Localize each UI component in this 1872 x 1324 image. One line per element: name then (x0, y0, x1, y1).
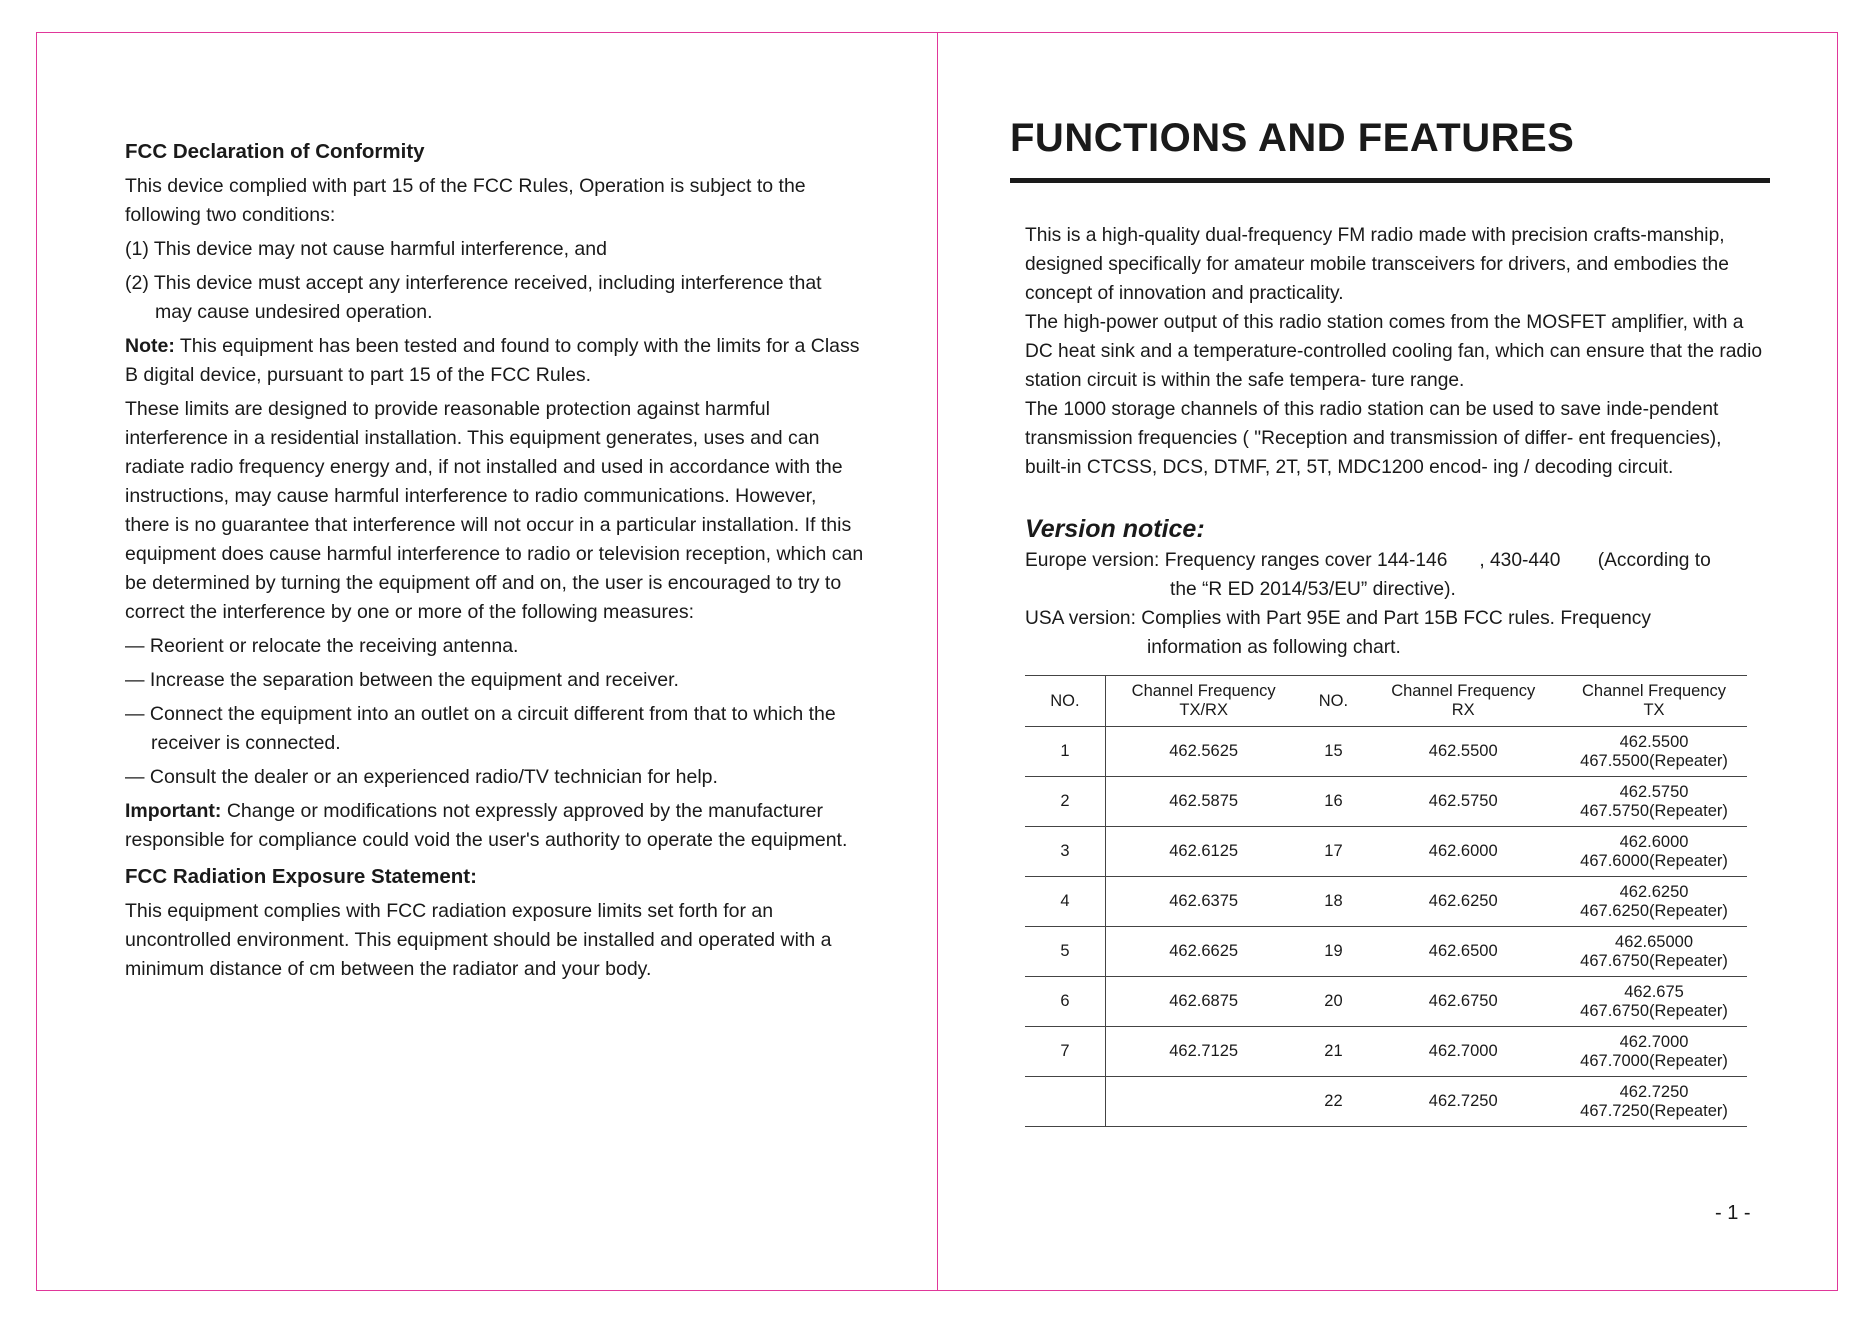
cell-channel-rx: 462.7000 (1365, 1027, 1561, 1077)
table-header-row (1025, 676, 1747, 727)
version-notice-title: Version notice: (1025, 515, 1205, 543)
table-row (1025, 877, 1747, 927)
cell-no-1: 7 (1025, 1027, 1105, 1077)
cell-no-2: 22 (1302, 1077, 1366, 1127)
cell-channel-tx: 462.65000 467.6750(Repeater) (1561, 927, 1747, 977)
left-page (125, 138, 865, 989)
cell-channel-txrx: 462.5625 (1105, 727, 1301, 777)
cell-channel-txrx: 462.6875 (1105, 977, 1301, 1027)
cell-channel-rx: 462.7250 (1365, 1077, 1561, 1127)
table-body (1025, 727, 1747, 1127)
cell-channel-rx: 462.6250 (1365, 877, 1561, 927)
cell-no-2: 19 (1302, 927, 1366, 977)
cell-no-1: 3 (1025, 827, 1105, 877)
cell-channel-tx: 462.5500 467.5500(Repeater) (1561, 727, 1747, 777)
intro-paragraph-3: The 1000 storage channels of this radio station can be used to save inde-pendent transmission frequencies ( "Reception and transmission of differ- ent frequencies), built-in CTCSS, DCS, DTMF, 2T, 5T, MDC1200 encod- ing / decoding circuit. (1025, 399, 1722, 478)
limits-paragraph: These limits are designed to provide reasonable protection against harmful interference in a residential installation. This equipment generates, uses and can radiate radio frequency energy and, if not installed and used in accordance with the instructions, may cause harmful interference to radio communications. However, there is no guarantee that interference will not occur in a particular installation. If this equipment does cause harmful interference to radio or television reception, which can be determined by turning the equipment off and on, the user is encouraged to try to correct the interference by one or more of the following measures: (125, 398, 864, 623)
cell-no-2: 21 (1302, 1027, 1366, 1077)
cell-channel-txrx (1105, 1077, 1301, 1127)
table-row (1025, 827, 1747, 877)
intro-text (1025, 221, 1765, 482)
cell-no-2: 17 (1302, 827, 1366, 877)
header-channel-tx: Channel Frequency TX (1561, 676, 1747, 727)
measure-1: — Reorient or relocate the receiving antenna. (125, 635, 519, 657)
intro-paragraph-2: The high-power output of this radio station comes from the MOSFET amplifier, with a DC heat sink and a temperature-controlled cooling fan, which can ensure that the radio station circuit is within the safe tempera- ture range. (1025, 312, 1763, 391)
note-paragraph (125, 332, 865, 390)
radiation-heading: FCC Radiation Exposure Statement: (125, 865, 477, 888)
cell-no-1: 6 (1025, 977, 1105, 1027)
page-title: FUNCTIONS AND FEATURES (1010, 112, 1770, 183)
condition-1: (1) This device may not cause harmful interference, and (125, 238, 607, 260)
table-row (1025, 777, 1747, 827)
table-row (1025, 977, 1747, 1027)
fcc-heading: FCC Declaration of Conformity (125, 140, 425, 163)
cell-channel-txrx: 462.6625 (1105, 927, 1301, 977)
cell-channel-tx: 462.6000 467.6000(Repeater) (1561, 827, 1747, 877)
fcc-paragraph: This device complied with part 15 of the FCC Rules, Operation is subject to the following two conditions: (125, 175, 806, 226)
table-row (1025, 1027, 1747, 1077)
europe-version-line2: the “R ED 2014/53/EU” directive). (1170, 579, 1456, 600)
cell-channel-txrx: 462.6375 (1105, 877, 1301, 927)
frequency-table (1025, 675, 1747, 1127)
europe-version-line1: Europe version: Frequency ranges cover 144-146 , 430-440 (According to (1025, 550, 1711, 571)
cell-channel-tx: 462.7000 467.7000(Repeater) (1561, 1027, 1747, 1077)
cell-no-2: 18 (1302, 877, 1366, 927)
cell-no-1 (1025, 1077, 1105, 1127)
condition-2-line1: (2) This device must accept any interference received, including interference that (125, 272, 822, 294)
cell-channel-tx: 462.6250 467.6250(Repeater) (1561, 877, 1747, 927)
cell-no-2: 16 (1302, 777, 1366, 827)
header-channel-txrx: Channel Frequency TX/RX (1105, 676, 1301, 727)
important-paragraph (125, 797, 865, 855)
page-number: - 1 - (1715, 1202, 1751, 1224)
condition-2 (125, 269, 865, 327)
cell-channel-txrx: 462.7125 (1105, 1027, 1301, 1077)
radiation-paragraph: This equipment complies with FCC radiation exposure limits set forth for an uncontrolled environment. This equipment should be installed and operated with a minimum distance of cm between the radiator and your body. (125, 900, 832, 980)
usa-version-line1: USA version: Complies with Part 95E and Part 15B FCC rules. Frequency (1025, 608, 1651, 629)
table-row (1025, 727, 1747, 777)
cell-channel-rx: 462.5500 (1365, 727, 1561, 777)
intro-paragraph-1: This is a high-quality dual-frequency FM radio made with precision crafts-manship, designed specifically for amateur mobile transceivers for drivers, and embodies the concept of innovation and practicality. (1025, 225, 1729, 304)
note-label: Note: (125, 335, 175, 357)
cell-channel-tx: 462.675 467.6750(Repeater) (1561, 977, 1747, 1027)
cell-no-2: 15 (1302, 727, 1366, 777)
cell-channel-rx: 462.6750 (1365, 977, 1561, 1027)
header-no-1: NO. (1025, 676, 1105, 727)
version-notice (1025, 546, 1770, 662)
cell-channel-tx: 462.7250 467.7250(Repeater) (1561, 1077, 1747, 1127)
page-divider (937, 32, 938, 1291)
cell-channel-rx: 462.6500 (1365, 927, 1561, 977)
table-row (1025, 1077, 1747, 1127)
right-page (1010, 112, 1770, 662)
measure-2: — Increase the separation between the equipment and receiver. (125, 669, 679, 691)
usa-version-line2: information as following chart. (1147, 637, 1401, 658)
table-row (1025, 927, 1747, 977)
cell-channel-txrx: 462.5875 (1105, 777, 1301, 827)
cell-no-1: 5 (1025, 927, 1105, 977)
header-channel-rx: Channel Frequency RX (1365, 676, 1561, 727)
measure-4: — Consult the dealer or an experienced radio/TV technician for help. (125, 766, 718, 788)
header-no-2: NO. (1302, 676, 1366, 727)
measure-3: — Connect the equipment into an outlet on a circuit different from that to which the receiver is connected. (125, 703, 836, 754)
cell-no-1: 4 (1025, 877, 1105, 927)
cell-channel-tx: 462.5750 467.5750(Repeater) (1561, 777, 1747, 827)
condition-2-line2: may cause undesired operation. (155, 301, 433, 323)
cell-channel-txrx: 462.6125 (1105, 827, 1301, 877)
cell-no-1: 1 (1025, 727, 1105, 777)
cell-channel-rx: 462.6000 (1365, 827, 1561, 877)
cell-no-1: 2 (1025, 777, 1105, 827)
important-text: Change or modifications not expressly approved by the manufacturer responsible for compliance could void the user's authority to operate the equipment. (125, 800, 848, 851)
important-label: Important: (125, 800, 222, 822)
cell-no-2: 20 (1302, 977, 1366, 1027)
note-text: This equipment has been tested and found to comply with the limits for a Class B digital device, pursuant to part 15 of the FCC Rules. (125, 335, 860, 386)
cell-channel-rx: 462.5750 (1365, 777, 1561, 827)
